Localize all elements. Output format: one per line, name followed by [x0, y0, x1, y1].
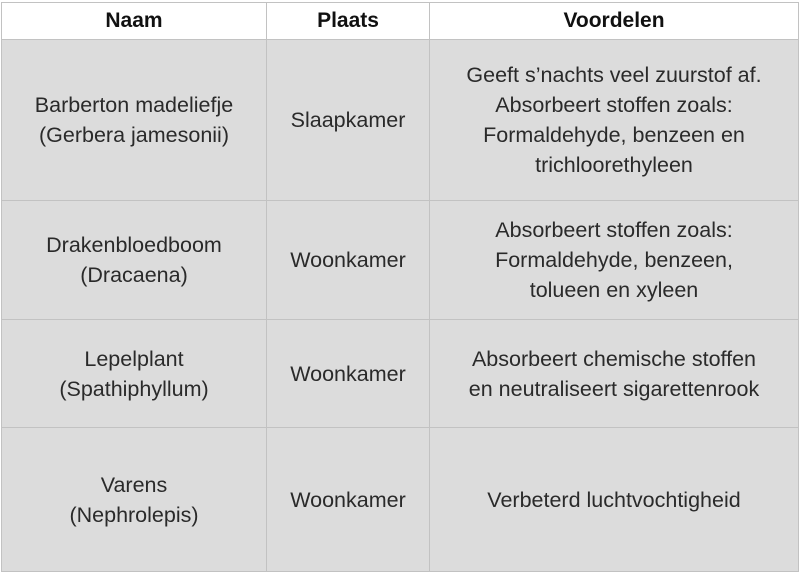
benefit-line: Absorbeert stoffen zoals: [495, 93, 733, 117]
plant-common-name: Lepelplant [84, 346, 184, 371]
benefit-line: Geeft s’nachts veel zuurstof af. [466, 63, 762, 87]
plant-common-name: Drakenbloedboom [46, 233, 222, 257]
benefit-line: Absorbeert chemische stoffen [471, 346, 757, 371]
benefit-line: tolueen en xyleen [529, 278, 699, 302]
cell-name [2, 320, 267, 428]
cell-place: Woonkamer [267, 320, 430, 428]
plant-latin-name: (Dracaena) [80, 263, 188, 287]
cell-place: Woonkamer [267, 428, 430, 572]
benefit-line: Formaldehyde, benzeen, [495, 248, 733, 272]
header-place: Plaats [267, 3, 430, 40]
plants-table [1, 2, 799, 572]
header-name: Naam [2, 3, 267, 40]
table-row [2, 320, 799, 428]
table-row [2, 201, 799, 320]
header-benefits: Voordelen [430, 3, 799, 40]
plant-latin-name: (Spathiphyllum) [59, 376, 209, 401]
cell-benefits [430, 201, 799, 320]
benefit-line: Absorbeert stoffen zoals: [495, 218, 733, 242]
cell-name [2, 428, 267, 572]
cell-benefits [430, 320, 799, 428]
cell-place: Woonkamer [267, 201, 430, 320]
table-row [2, 40, 799, 201]
cell-benefits [430, 40, 799, 201]
plant-latin-name: (Nephrolepis) [69, 502, 199, 527]
benefit-line: Formaldehyde, benzeen en [483, 123, 745, 147]
cell-benefits [430, 428, 799, 572]
cell-place: Slaapkamer [267, 40, 430, 201]
plant-latin-name: (Gerbera jamesonii) [39, 123, 229, 147]
benefit-line: trichloorethyleen [535, 153, 693, 177]
table-row [2, 428, 799, 572]
cell-name [2, 201, 267, 320]
plant-common-name: Barberton madeliefje [34, 93, 234, 117]
benefit-line: en neutraliseert sigarettenrook [468, 376, 760, 401]
table-header-row [2, 3, 799, 40]
benefit-line: Verbeterd luchtvochtigheid [487, 487, 741, 512]
plant-common-name: Varens [100, 472, 168, 497]
cell-name [2, 40, 267, 201]
